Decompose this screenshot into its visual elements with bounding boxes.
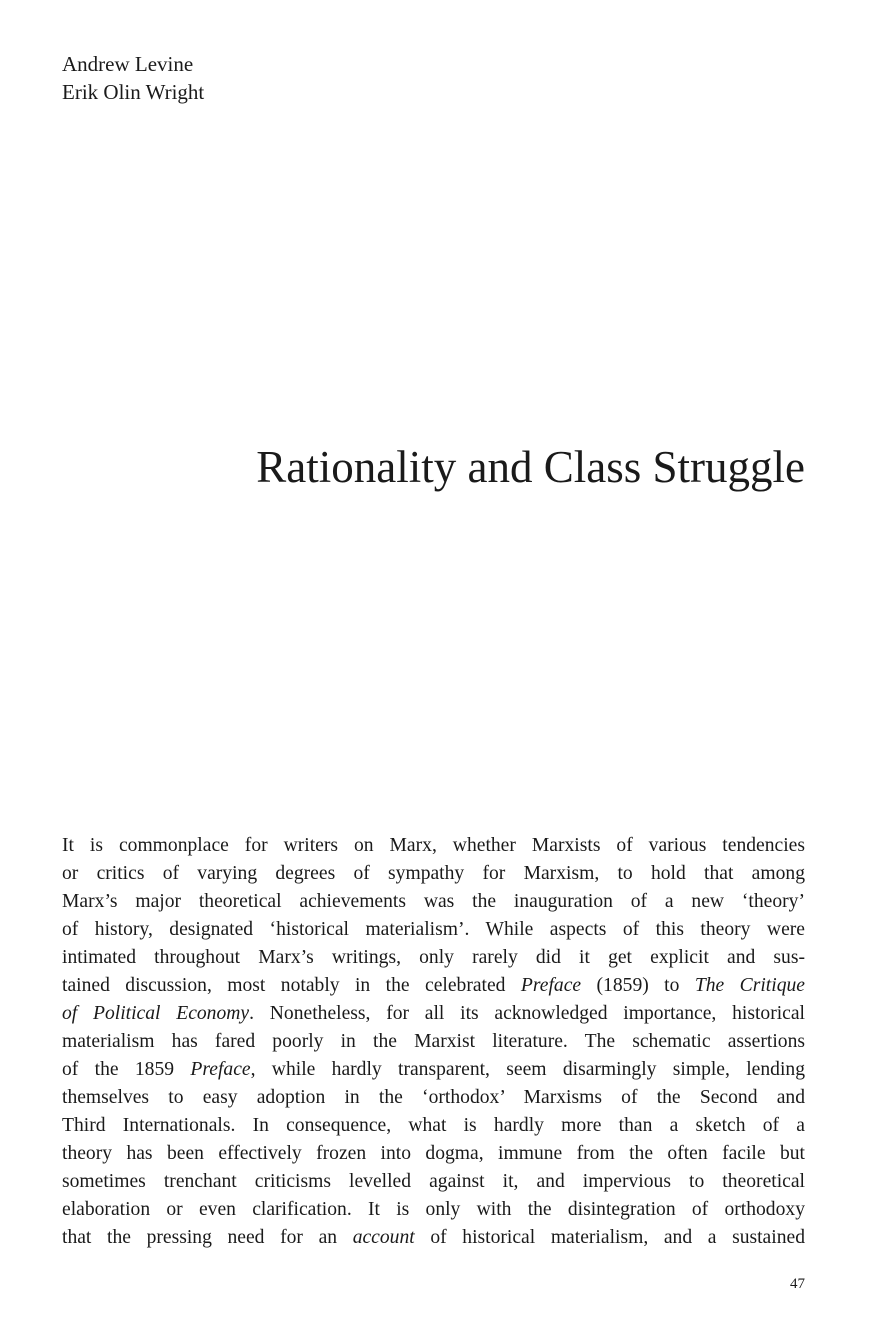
italic-text: account — [352, 1227, 415, 1248]
author-list — [62, 50, 204, 106]
body-line — [62, 972, 805, 1000]
text-run: of the 1859 — [62, 1059, 191, 1080]
text-run: theory has been effectively frozen into dogma, immune from the often facile but — [62, 1143, 805, 1164]
body-line — [62, 1196, 805, 1224]
text-run: (1859) to — [581, 975, 695, 996]
body-line — [62, 916, 805, 944]
text-run: It is commonplace for writers on Marx, whether Marxists of various tendencies — [62, 835, 805, 856]
body-line — [62, 860, 805, 888]
text-run: or critics of varying degrees of sympathy for Marxism, to hold that among — [62, 863, 805, 884]
author-name: Erik Olin Wright — [62, 80, 205, 104]
italic-text: Preface — [190, 1059, 251, 1080]
body-line — [62, 888, 805, 916]
body-line — [62, 1140, 805, 1168]
body-line — [62, 1112, 805, 1140]
text-run: themselves to easy adoption in the ‘orthodox’ Marxisms of the Second and — [62, 1087, 805, 1108]
text-run: tained discussion, most notably in the celebrated — [62, 975, 521, 996]
text-run: elaboration or even clarification. It is only with the disintegration of orthodoxy — [62, 1199, 805, 1220]
text-run: materialism has fared poorly in the Marxist literature. The schematic assertions — [62, 1031, 805, 1052]
text-run: of history, designated ‘historical materialism’. While aspects of this theory were — [62, 919, 805, 940]
text-run: that the pressing need for an — [62, 1227, 353, 1248]
author-name: Andrew Levine — [62, 52, 194, 76]
body-line — [62, 832, 805, 860]
body-line — [62, 1168, 805, 1196]
body-line — [62, 1084, 805, 1112]
article-title: Rationality and Class Struggle — [256, 442, 805, 492]
body-line — [62, 944, 805, 972]
text-run: , while hardly transparent, seem disarmingly simple, lending — [250, 1059, 805, 1080]
italic-text: of Political Economy — [62, 1003, 250, 1024]
text-run: sometimes trenchant criticisms levelled against it, and impervious to theoretical — [62, 1171, 805, 1192]
text-run: intimated throughout Marx’s writings, only rarely did it get explicit and sus- — [62, 947, 805, 968]
text-run: . Nonetheless, for all its acknowledged importance, historical — [249, 1003, 805, 1024]
italic-text: The Critique — [694, 975, 805, 996]
italic-text: Preface — [520, 975, 582, 996]
body-line — [62, 1224, 805, 1252]
body-paragraph — [62, 832, 805, 1252]
body-line — [62, 1028, 805, 1056]
text-run: Marx’s major theoretical achievements was the inauguration of a new ‘theory’ — [62, 891, 805, 912]
body-line — [62, 1000, 805, 1028]
page-number: 47 — [790, 1276, 805, 1292]
text-run: of historical materialism, and a sustained — [414, 1227, 805, 1248]
text-run: Third Internationals. In consequence, what is hardly more than a sketch of a — [62, 1115, 805, 1136]
body-line — [62, 1056, 805, 1084]
